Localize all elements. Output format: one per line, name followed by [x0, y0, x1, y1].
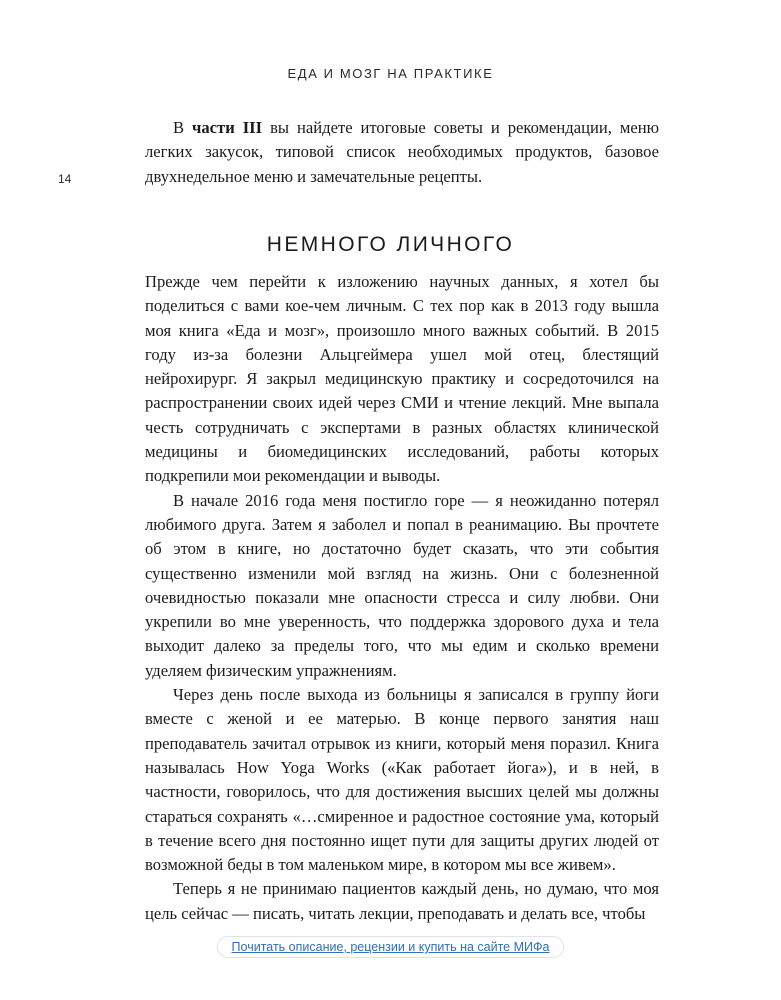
- paragraph-1: Прежде чем перейти к изложению научных данных, я хотел бы поделиться с вами кое-чем личным. С тех пор как в 2013 году вышла моя книга «Еда и мозг», произошло много важных событий. В 2015 году из-за болезни Альцгеймера ушел мой отец, блестящий нейрохирург. Я закрыл медицинскую практику и сосредоточился на распространении своих идей через СМИ и чтение лекций. Мне выпала честь сотрудничать с экспертами в разных областях клинической медицины и биомедицинских исследований, работы которых подкрепили мои рекомендации и выводы.: [145, 272, 659, 486]
- buy-on-mif-link[interactable]: Почитать описание, рецензии и купить на сайте МИФа: [217, 936, 565, 958]
- page-number: 14: [58, 172, 72, 186]
- part-three-bold: части III: [192, 118, 263, 137]
- intro-text-start: В: [173, 118, 193, 137]
- paragraph-3: Через день после выхода из больницы я записался в группу йоги вместе с женой и ее матерью. В конце первого занятия наш преподаватель зачитал отрывок из книги, который меня поразил. Книга называлась How Yoga Works («Как работает йога»), и в ней, в частности, говорилось, что для достижения высших целей мы должны стараться сохранять «…смиренное и радостное состояние ума, который в течение всего дня постоянно ищет пути для защиты других людей от возможной беды в том маленьком мире, в котором мы все живем».: [145, 685, 659, 875]
- paragraph-2: В начале 2016 года меня постигло горе — я неожиданно потерял любимого друга. Затем я заболел и попал в реанимацию. Вы прочтете об этом в книге, но достаточно будет сказать, что эти события существенно изменили мой взгляд на жизнь. Они с болезненной очевидностью показали мне опасности стресса и силу любви. Они укрепили во мне уверенность, что поддержка здорового духа и тела выходит далеко за пределы того, что мы едим и сколько времени уделяем физическим упражнениям.: [145, 490, 659, 680]
- intro-text-rest: вы найдете итоговые советы и рекомендации, меню легких закусок, типовой список необходимых продуктов, базовое двухнедельное меню и замечательные рецепты.: [145, 118, 659, 186]
- section-heading: НЕМНОГО ЛИЧНОГО: [266, 233, 515, 256]
- paragraph-4: Теперь я не принимаю пациентов каждый день, но думаю, что моя цель сейчас — писать, читать лекции, преподавать и делать все, чтобы: [145, 879, 659, 923]
- intro-paragraph: [145, 116, 659, 189]
- running-head: ЕДА И МОЗГ НА ПРАКТИКЕ: [287, 66, 494, 81]
- body-text: [145, 270, 659, 926]
- intro-text: [145, 116, 659, 189]
